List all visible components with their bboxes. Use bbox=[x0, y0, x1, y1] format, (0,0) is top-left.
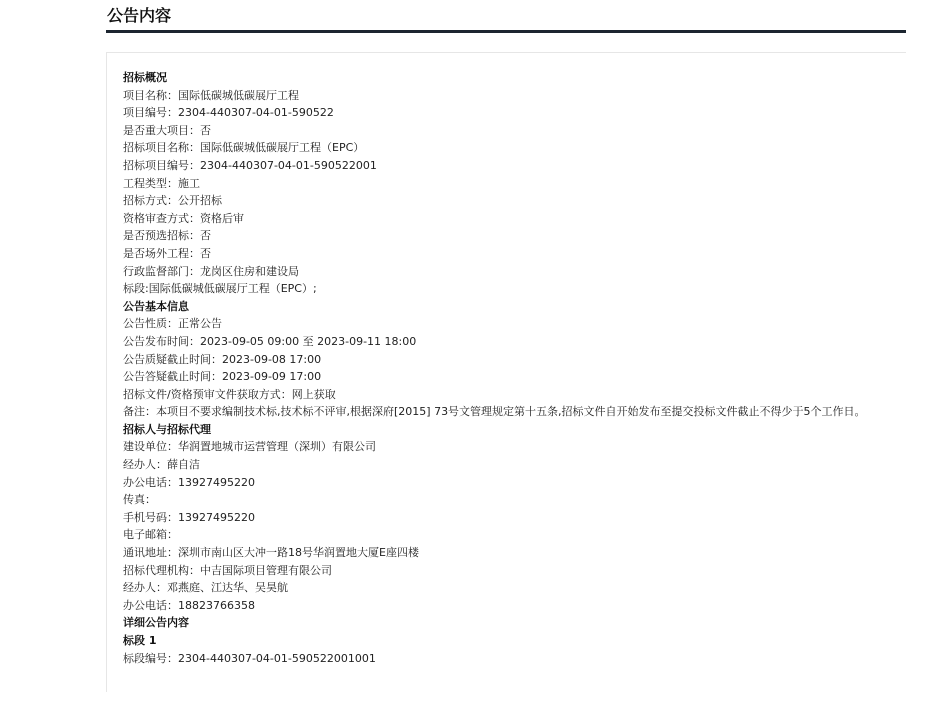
title-divider bbox=[106, 30, 906, 33]
info-line: 资格审查方式：资格后审 bbox=[123, 211, 244, 225]
info-line: 标段:国际低碳城低碳展厅工程（EPC）; bbox=[123, 282, 317, 296]
info-line: 是否预选招标：否 bbox=[123, 229, 211, 243]
info-line: 招标文件/资格预审文件获取方式：网上获取 bbox=[123, 387, 336, 401]
section-heading: 招标人与招标代理 bbox=[123, 422, 211, 436]
info-line: 招标代理机构：中吉国际项目管理有限公司 bbox=[123, 563, 332, 577]
info-line: 传真： bbox=[123, 493, 156, 507]
page-title: 公告内容 bbox=[107, 6, 172, 25]
info-line: 通讯地址：深圳市南山区大冲一路18号华润置地大厦E座四楼 bbox=[123, 546, 419, 560]
info-line: 经办人：薛自洁 bbox=[123, 458, 200, 472]
info-line: 手机号码：13927495220 bbox=[123, 510, 255, 524]
info-line: 是否重大项目：否 bbox=[123, 123, 211, 137]
info-line: 建设单位：华润置地城市运营管理（深圳）有限公司 bbox=[123, 440, 376, 454]
info-line: 办公电话：13927495220 bbox=[123, 475, 255, 489]
info-line: 公告答疑截止时间：2023-09-09 17:00 bbox=[123, 370, 322, 384]
info-line: 招标项目编号：2304-440307-04-01-590522001 bbox=[123, 158, 377, 172]
info-line: 电子邮箱： bbox=[123, 528, 178, 542]
info-line: 经办人：邓燕庭、江达华、吴昊航 bbox=[123, 581, 288, 595]
section-heading: 公告基本信息 bbox=[123, 299, 189, 313]
section-heading: 详细公告内容 bbox=[123, 616, 189, 630]
announcement-content bbox=[123, 69, 913, 667]
section-heading: 标段 1 bbox=[123, 634, 157, 647]
info-line: 工程类型：施工 bbox=[123, 176, 200, 190]
info-line: 标段编号：2304-440307-04-01-590522001001 bbox=[123, 651, 376, 665]
info-line: 公告质疑截止时间：2023-09-08 17:00 bbox=[123, 352, 322, 366]
info-line: 办公电话：18823766358 bbox=[123, 598, 255, 612]
info-line: 项目名称：国际低碳城低碳展厅工程 bbox=[123, 88, 299, 102]
section-heading: 招标概况 bbox=[123, 71, 167, 84]
info-line: 备注：本项目不要求编制技术标,技术标不评审,根据深府[2015] 73号文管理规定第十五条,招标文件自开始发布至提交投标文件截止不得少于5个工作日。 bbox=[123, 405, 866, 419]
info-line: 项目编号：2304-440307-04-01-590522 bbox=[123, 106, 334, 120]
info-line: 行政监督部门：龙岗区住房和建设局 bbox=[123, 264, 299, 278]
info-line: 招标项目名称：国际低碳城低碳展厅工程（EPC） bbox=[123, 141, 365, 155]
info-line: 招标方式：公开招标 bbox=[123, 194, 222, 208]
info-line: 公告发布时间：2023-09-05 09:00 至 2023-09-11 18:00 bbox=[123, 334, 417, 348]
info-line: 公告性质：正常公告 bbox=[123, 317, 222, 331]
info-line: 是否场外工程：否 bbox=[123, 246, 211, 260]
